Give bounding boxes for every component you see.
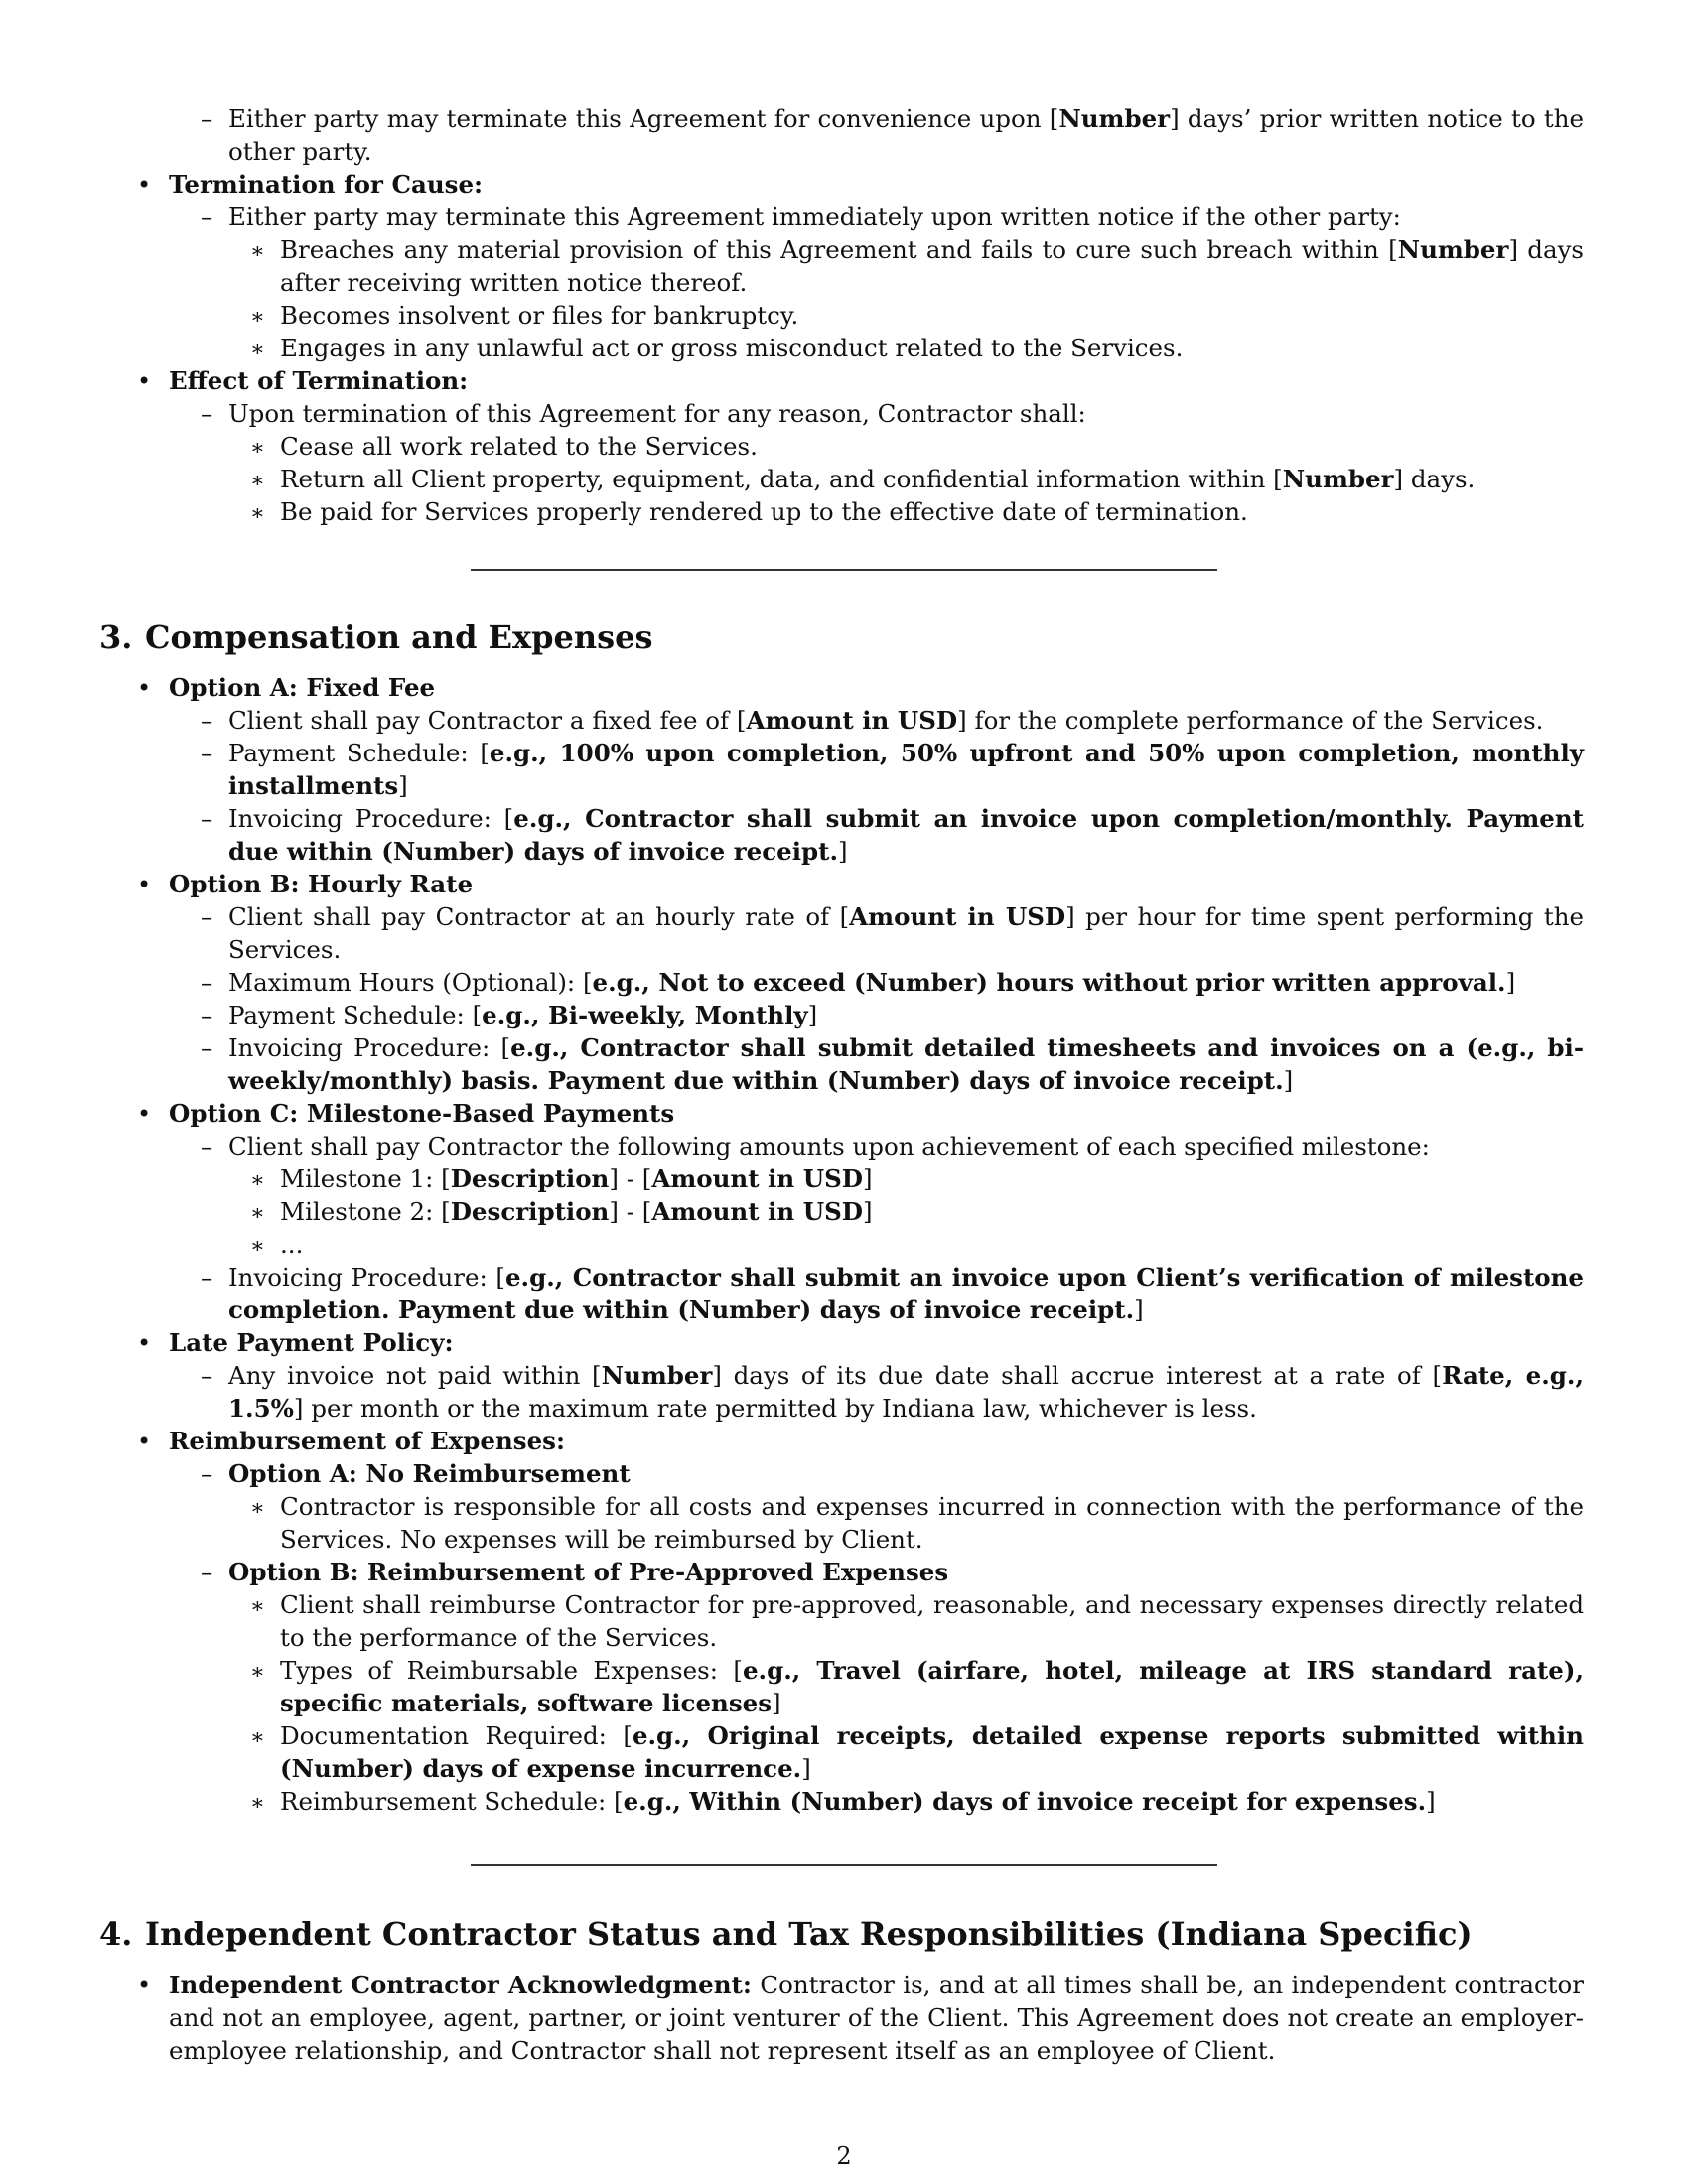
- dash-marker: [201, 201, 212, 233]
- list-item: – Any invoice not paid within [Number] days of its due date shall accrue interest at a rate of [Rate, e.g., 1.5%] per month or the maximum rate permitted by Indiana law, whichever is less.: [0, 1359, 1688, 1425]
- list-item: – Invoicing Procedure: [e.g., Contractor shall submit an invoice upon completion/monthly. Payment due within (Number) days of invoice receipt.]: [0, 802, 1688, 868]
- star-marker: [250, 299, 265, 334]
- list-item: ∗ Documentation Required: [e.g., Original receipts, detailed expense reports submitted within (Number) days of expense incurrence.]: [0, 1719, 1688, 1785]
- star-marker: [250, 1654, 265, 1689]
- list-item: ∗ Return all Client property, equipment, data, and confidential information within [Number] days.: [0, 463, 1688, 495]
- section-3-body: [0, 671, 1688, 1818]
- list-item: • Option A: Fixed Fee: [0, 671, 1688, 704]
- star-marker: [250, 1588, 265, 1623]
- section-4-heading: 4. Independent Contractor Status and Tax Responsibilities (Indiana Specific): [99, 1915, 1473, 1953]
- list-item: ∗ Types of Reimbursable Expenses: [e.g., Travel (airfare, hotel, mileage at IRS standard rate), specific materials, software licenses]: [0, 1654, 1688, 1719]
- list-item: • Reimbursement of Expenses:: [0, 1425, 1688, 1457]
- star-marker: [250, 430, 265, 465]
- list-item: • Late Payment Policy:: [0, 1326, 1688, 1359]
- dash-marker: [201, 966, 212, 999]
- star-marker: [250, 495, 265, 530]
- star-marker: [250, 1228, 265, 1263]
- bullet-marker: [137, 1425, 151, 1458]
- list-item: ∗ Becomes insolvent or files for bankruptcy.: [0, 299, 1688, 332]
- effect-of-termination-heading: Effect of Termination:: [169, 366, 469, 395]
- star-marker: [250, 1719, 265, 1754]
- list-item: – Maximum Hours (Optional): [e.g., Not to exceed (Number) hours without prior written approval.]: [0, 966, 1688, 999]
- section-4-body: [0, 1969, 1688, 2067]
- section-divider: [471, 1864, 1217, 1866]
- section-divider: [471, 569, 1217, 571]
- list-item: – Option A: No Reimbursement: [0, 1457, 1688, 1490]
- dash-marker: [201, 1261, 212, 1294]
- star-marker: [250, 233, 265, 268]
- list-item: ∗ Milestone 1: [Description] - [Amount in USD]: [0, 1162, 1688, 1195]
- dash-marker: [201, 900, 212, 933]
- list-item: – Option B: Reimbursement of Pre-Approved Expenses: [0, 1556, 1688, 1588]
- bullet-marker: [137, 868, 151, 901]
- list-item: ∗ Milestone 2: [Description] - [Amount in USD]: [0, 1195, 1688, 1228]
- bullet-marker: [137, 168, 151, 202]
- list-item: ∗ ...: [0, 1228, 1688, 1261]
- star-marker: [250, 1195, 265, 1230]
- dash-marker: [201, 397, 212, 430]
- dash-marker: [201, 1556, 212, 1588]
- star-marker: [250, 1162, 265, 1197]
- list-item: – Invoicing Procedure: [e.g., Contractor shall submit detailed timesheets and invoices on a (e.g., bi-weekly/monthly) basis. Payment due within (Number) days of invoice receipt.]: [0, 1031, 1688, 1097]
- bullet-marker: [137, 364, 151, 398]
- list-item: – Either party may terminate this Agreement immediately upon written notice if the other party:: [0, 201, 1688, 233]
- list-item: ∗ Breaches any material provision of this Agreement and fails to cure such breach within [Number] days after receiving written notice thereof.: [0, 233, 1688, 299]
- list-item: – Client shall pay Contractor a fixed fee of [Amount in USD] for the complete performance of the Services.: [0, 704, 1688, 737]
- page-number: 2: [836, 2142, 852, 2170]
- list-item: ∗ Client shall reimburse Contractor for pre-approved, reasonable, and necessary expenses directly related to the performance of the Services.: [0, 1588, 1688, 1654]
- list-item: – Payment Schedule: [e.g., 100% upon completion, 50% upfront and 50% upon completion, monthly installments]: [0, 737, 1688, 802]
- dash-marker: [201, 704, 212, 737]
- list-item: ∗ Reimbursement Schedule: [e.g., Within (Number) days of invoice receipt for expenses.]: [0, 1785, 1688, 1818]
- list-item: ∗ Engages in any unlawful act or gross misconduct related to the Services.: [0, 332, 1688, 364]
- dash-marker: [201, 1031, 212, 1064]
- list-item: [0, 168, 1688, 201]
- list-item: – Upon termination of this Agreement for any reason, Contractor shall:: [0, 397, 1688, 430]
- list-item: – Either party may terminate this Agreement for convenience upon [Number] days’ prior written notice to the other party.: [0, 102, 1688, 168]
- list-item: • Independent Contractor Acknowledgment: Contractor is, and at all times shall be, an independent contractor and not an employee, agent, partner, or joint venturer of the Client. This Agreement does not create an employer-employee relationship, and Contractor shall not represent itself as an employee of Client.: [0, 1969, 1688, 2067]
- termination-block: [0, 102, 1688, 528]
- dash-marker: [201, 802, 212, 835]
- list-item: – Payment Schedule: [e.g., Bi-weekly, Monthly]: [0, 999, 1688, 1031]
- list-item: • Option B: Hourly Rate: [0, 868, 1688, 900]
- bullet-marker: [137, 1097, 151, 1131]
- dash-marker: [201, 1130, 212, 1162]
- bullet-marker: [137, 1326, 151, 1360]
- star-marker: [250, 1785, 265, 1820]
- section-3-heading: 3. Compensation and Expenses: [99, 618, 653, 656]
- bullet-marker: [137, 671, 151, 705]
- dash-marker: [201, 102, 212, 135]
- list-item: – Invoicing Procedure: [e.g., Contractor shall submit an invoice upon Client’s verification of milestone completion. Payment due within (Number) days of invoice receipt.]: [0, 1261, 1688, 1326]
- list-item: – Client shall pay Contractor at an hourly rate of [Amount in USD] per hour for time spent performing the Services.: [0, 900, 1688, 966]
- star-marker: [250, 463, 265, 497]
- list-item: – Client shall pay Contractor the following amounts upon achievement of each specified milestone:: [0, 1130, 1688, 1162]
- dash-marker: [201, 737, 212, 769]
- list-item: [0, 364, 1688, 397]
- list-item: ∗ Contractor is responsible for all costs and expenses incurred in connection with the performance of the Services. No expenses will be reimbursed by Client.: [0, 1490, 1688, 1556]
- dash-marker: [201, 1457, 212, 1490]
- star-marker: [250, 332, 265, 366]
- dash-marker: [201, 1359, 212, 1392]
- star-marker: [250, 1490, 265, 1525]
- bullet-marker: [137, 1969, 151, 2002]
- dash-marker: [201, 999, 212, 1031]
- list-item: ∗ Cease all work related to the Services.: [0, 430, 1688, 463]
- list-item: ∗ Be paid for Services properly rendered up to the effective date of termination.: [0, 495, 1688, 528]
- termination-for-cause-heading: Termination for Cause:: [169, 170, 484, 199]
- list-item: • Option C: Milestone-Based Payments: [0, 1097, 1688, 1130]
